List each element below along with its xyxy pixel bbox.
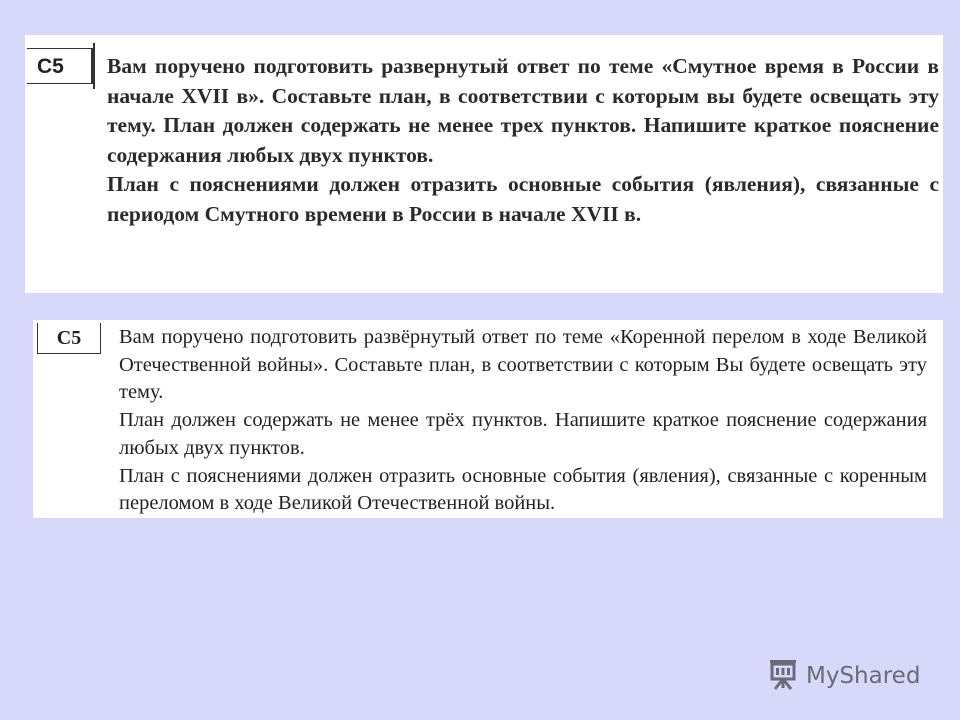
presentation-board-icon (766, 657, 800, 696)
task-label: С5 (27, 48, 93, 84)
myshared-watermark (766, 656, 920, 696)
task-text (107, 52, 939, 229)
task-paragraph: Вам поручено подготовить развёрнутый ответ по теме «Коренной перелом в ходе Великой Отечественной войны». Составьте план, в соответствии с которым Вы будете освещать эту тему. (119, 326, 927, 404)
task-paragraph: План должен содержать не менее трёх пунктов. Напишите краткое пояснение содержания любых двух пунктов. (119, 409, 927, 459)
task-card-smuta (25, 35, 943, 293)
task-paragraph: План с пояснениями должен отразить основные события (явления), связанные с периодом Смутного времени в России в начале XVII в. (107, 172, 939, 226)
task-label: С5 (37, 323, 101, 354)
task-card-great-patriotic-war (33, 320, 943, 518)
task-paragraph: План с пояснениями должен отразить основные события (явления), связанные с коренным переломом в ходе Великой Отечественной войны. (119, 464, 927, 515)
watermark-text: MyShared (806, 663, 921, 689)
label-divider (93, 43, 95, 89)
task-paragraph: Вам поручено подготовить развернутый ответ по теме «Смутное время в России в начале XVII в». Составьте план, в соответствии с которым вы будете освещать эту тему. План должен содержать не менее трех пунктов. Напишите краткое пояснение содержания любых двух пунктов. (107, 54, 939, 167)
task-text (119, 324, 927, 518)
